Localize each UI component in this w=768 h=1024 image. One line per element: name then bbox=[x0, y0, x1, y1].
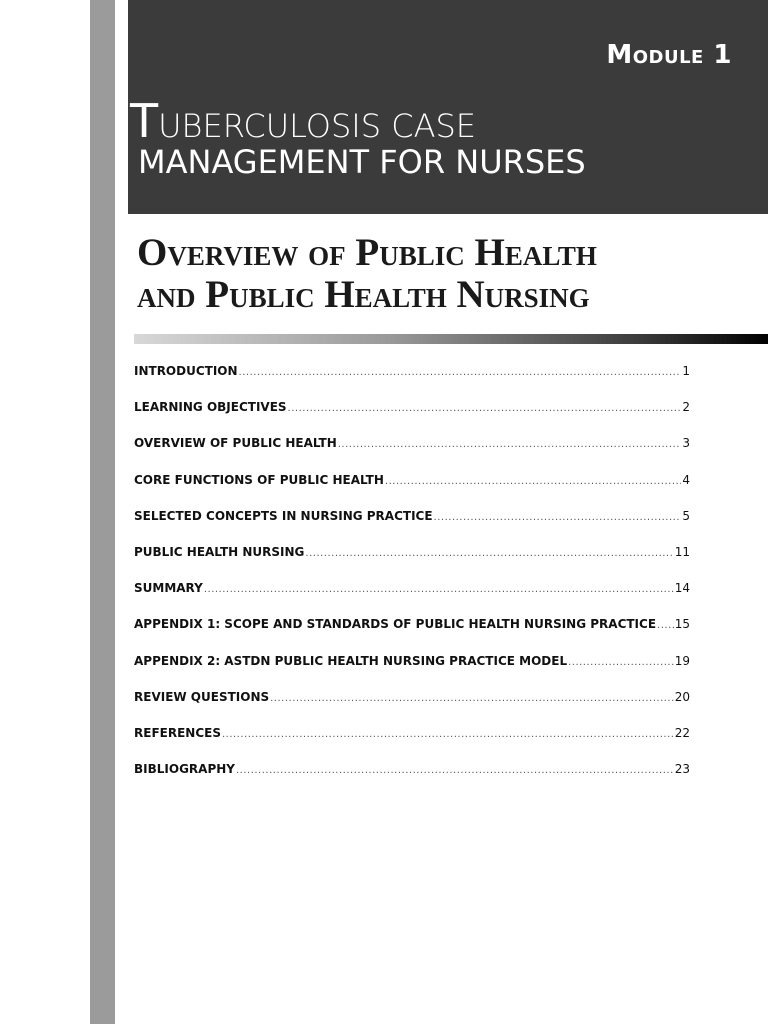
table-of-contents bbox=[134, 364, 690, 798]
toc-entry-label: PUBLIC HEALTH NURSING bbox=[134, 544, 305, 559]
toc-entry-page: 19 bbox=[674, 653, 690, 668]
toc-entry[interactable] bbox=[134, 545, 690, 581]
toc-entry[interactable] bbox=[134, 364, 690, 400]
series-title-line1 bbox=[130, 94, 476, 148]
toc-leader-dots bbox=[270, 693, 674, 704]
toc-entry[interactable] bbox=[134, 509, 690, 545]
toc-entry-page: 22 bbox=[674, 725, 690, 740]
module-number-label: Module 1 bbox=[606, 40, 732, 70]
module-title-line2: and Public Health Nursing bbox=[137, 273, 590, 316]
toc-leader-dots bbox=[239, 367, 682, 378]
toc-entry-label: INTRODUCTION bbox=[134, 364, 238, 378]
toc-entry-label: SELECTED CONCEPTS IN NURSING PRACTICE bbox=[134, 508, 433, 523]
series-title-line2: MANAGEMENT FOR NURSES bbox=[138, 143, 586, 181]
module-title bbox=[137, 232, 597, 316]
toc-entry-label: APPENDIX 1: SCOPE AND STANDARDS OF PUBLIC HEALTH NURSING PRACTICE bbox=[134, 617, 657, 632]
toc-entry[interactable] bbox=[134, 690, 690, 726]
module-header-banner bbox=[128, 0, 768, 214]
toc-entry-label: CORE FUNCTIONS OF PUBLIC HEALTH bbox=[134, 472, 384, 487]
series-title-line1-rest: UBERCULOSIS CASE bbox=[158, 107, 476, 145]
toc-leader-dots bbox=[385, 476, 681, 487]
toc-leader-dots bbox=[305, 548, 673, 559]
toc-entry-page: 4 bbox=[682, 472, 690, 487]
toc-entry-label: REVIEW QUESTIONS bbox=[134, 689, 270, 704]
toc-entry-label: LEARNING OBJECTIVES bbox=[134, 400, 287, 415]
toc-entry-label: APPENDIX 2: ASTDN PUBLIC HEALTH NURSING PRACTICE MODEL bbox=[134, 653, 568, 668]
toc-leader-dots bbox=[568, 657, 674, 668]
toc-entry-page: 20 bbox=[674, 689, 690, 704]
toc-leader-dots bbox=[657, 620, 674, 631]
series-title bbox=[130, 94, 586, 181]
toc-entry-page: 1 bbox=[682, 364, 690, 378]
toc-entry-page: 11 bbox=[674, 544, 690, 559]
toc-entry[interactable] bbox=[134, 617, 690, 653]
toc-leader-dots bbox=[204, 584, 674, 595]
toc-entry-page: 3 bbox=[682, 436, 690, 451]
toc-entry-page: 23 bbox=[674, 762, 690, 777]
toc-entry-label: BIBLIOGRAPHY bbox=[134, 762, 235, 777]
toc-entry-label: REFERENCES bbox=[134, 725, 221, 740]
series-title-initial: T bbox=[130, 94, 159, 148]
module-title-line1: Overview of Public Health bbox=[137, 231, 597, 274]
toc-entry[interactable] bbox=[134, 581, 690, 617]
toc-leader-dots bbox=[338, 439, 682, 450]
toc-entry[interactable] bbox=[134, 400, 690, 436]
left-margin-bar bbox=[90, 0, 115, 1024]
toc-entry-page: 15 bbox=[674, 617, 690, 632]
toc-entry[interactable] bbox=[134, 762, 690, 798]
toc-entry-page: 14 bbox=[674, 581, 690, 596]
title-divider-rule bbox=[134, 334, 768, 344]
toc-leader-dots bbox=[236, 765, 674, 776]
toc-entry-page: 5 bbox=[682, 508, 690, 523]
toc-entry[interactable] bbox=[134, 654, 690, 690]
toc-entry[interactable] bbox=[134, 726, 690, 762]
toc-entry[interactable] bbox=[134, 436, 690, 472]
toc-entry-label: OVERVIEW OF PUBLIC HEALTH bbox=[134, 436, 337, 451]
toc-leader-dots bbox=[222, 729, 674, 740]
toc-entry-page: 2 bbox=[682, 400, 690, 415]
toc-leader-dots bbox=[434, 512, 682, 523]
toc-entry-label: SUMMARY bbox=[134, 581, 203, 596]
toc-entry[interactable] bbox=[134, 473, 690, 509]
toc-leader-dots bbox=[288, 403, 682, 414]
